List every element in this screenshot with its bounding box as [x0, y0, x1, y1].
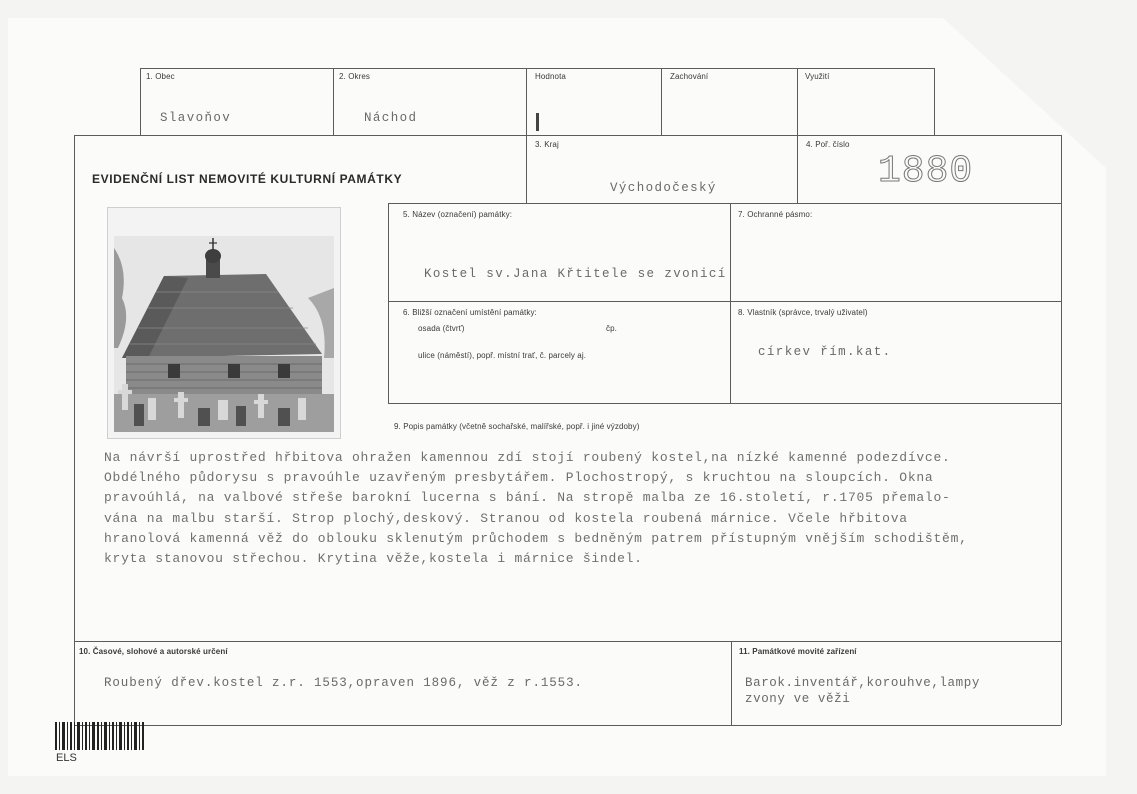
zarizeni-label: 11. Památkové movité zařízení — [739, 647, 857, 656]
okres-label: 2. Okres — [339, 72, 371, 81]
umisteni-label: 6. Bližší označení umístění památky: — [403, 308, 537, 317]
rule — [74, 641, 1061, 642]
rule — [140, 68, 935, 69]
nazev-label: 5. Název (označení) památky: — [403, 210, 513, 219]
registration-number: 1880 — [878, 150, 974, 193]
rule — [74, 135, 1061, 136]
rule — [388, 301, 1061, 302]
obec-value: Slavoňov — [160, 111, 232, 125]
nazev-value: Kostel sv.Jana Křtitele se zvonicí — [424, 267, 727, 281]
casove-value: Roubený dřev.kostel z.r. 1553,opraven 1896, věž z r.1553. — [104, 676, 583, 690]
kraj-label: 3. Kraj — [535, 140, 559, 149]
vlastnik-label: 8. Vlastník (správce, trvalý uživatel) — [738, 308, 868, 317]
rule — [333, 68, 334, 135]
rule — [730, 203, 731, 403]
rule — [731, 641, 732, 725]
vlastnik-value: církev řím.kat. — [758, 345, 892, 359]
stamp-code: ELS — [56, 752, 77, 764]
vyuziti-label: Využití — [805, 72, 830, 81]
por-cislo-label: 4. Poř. číslo — [806, 140, 850, 149]
zarizeni-value-line1: Barok.inventář,korouhve,lampy — [745, 676, 980, 690]
rule — [934, 68, 935, 135]
cp-label: čp. — [606, 324, 617, 333]
rule — [388, 203, 1061, 204]
rule — [1061, 135, 1062, 725]
barcode — [55, 722, 147, 755]
rule — [140, 68, 141, 135]
hodnota-mark — [536, 113, 539, 131]
popis-label: 9. Popis památky (včetně sochařské, malířské, popř. i jiné výzdoby) — [394, 422, 640, 431]
obec-label: 1. Obec — [146, 72, 175, 81]
zachovani-label: Zachování — [670, 72, 709, 81]
barcode-graphic — [55, 722, 147, 750]
rule — [388, 403, 1061, 404]
rule — [74, 135, 75, 725]
casove-label: 10. Časové, slohové a autorské určení — [79, 647, 228, 656]
okres-value: Náchod — [364, 111, 418, 125]
zarizeni-value-line2: zvony ve věži — [745, 692, 851, 706]
rule — [388, 203, 389, 403]
church-photo — [107, 207, 341, 439]
kraj-value: Východočeský — [610, 181, 717, 195]
rule — [661, 68, 662, 135]
form-title: EVIDENČNÍ LIST NEMOVITÉ KULTURNÍ PAMÁTKY — [92, 172, 403, 186]
popis-value: Na návrší uprostřed hřbitova ohražen kamennou zdí stojí roubený kostel,na nízké kamenné podezdívce. Obdélného půdorysu s pravoúhle uzavřeným presbytářem. Plochostropý, s kruchtou na sloupcích. Okna pravoúhlá, na valbové střeše barokní lucerna s bání. Na stropě malba ze 16.století, r.1705 přemalo- vána na malbu starší. Strop plochý,deskový. Stranou od kostela roubená márnice. Včele hřbitova hranolová kamenná věž do oblouku sklenutým průchodem s bedněným patrem přístupným vnějším schodištěm, kryta stanovou střechou. Krytina věže,kostela i márnice šindel. — [104, 450, 968, 567]
ochranne-pasmo-label: 7. Ochranné pásmo: — [738, 210, 813, 219]
church-illustration — [108, 208, 340, 438]
ulice-label: ulice (náměstí), popř. místní trať, č. parcely aj. — [418, 351, 587, 360]
rule — [74, 725, 1061, 726]
hodnota-label: Hodnota — [535, 72, 566, 81]
osada-label: osada (čtvrť) — [418, 324, 465, 333]
